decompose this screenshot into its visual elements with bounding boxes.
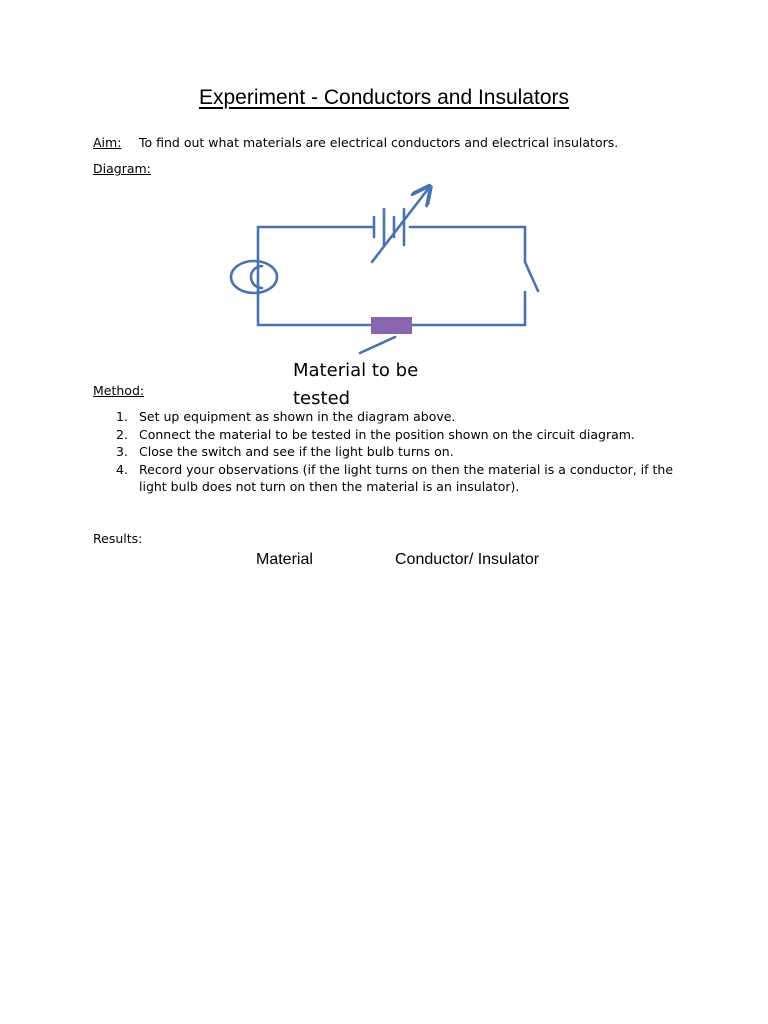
top-wire: [258, 227, 372, 285]
method-step: [93, 443, 693, 461]
light-bulb-symbol: [231, 261, 277, 293]
page-title: Experiment - Conductors and Insulators: [198, 86, 569, 109]
step-text: Close the switch and see if the light bulb turns on.: [139, 444, 454, 459]
battery-symbol: [372, 189, 428, 262]
switch-lever: [525, 262, 538, 291]
material-label: Material to be tested: [293, 360, 419, 409]
step-number: 2.: [116, 426, 128, 442]
bottom-wire: [258, 285, 372, 325]
column-header-conductor-insulator: Conductor/ Insulator: [395, 551, 540, 568]
method-steps: [93, 408, 693, 496]
step-number: 3.: [116, 444, 128, 459]
step-text: Connect the material to be tested in the position shown on the circuit diagram.: [139, 426, 635, 442]
material-block: [371, 317, 412, 334]
aim-text: To find out what materials are electrical conductors and electrical insulators.: [139, 135, 619, 150]
step-number: 4.: [116, 461, 128, 477]
step-text: Record your observations (if the light turns on then the material is a conductor, if the light bulb does not turn on then the material is an insulator).: [139, 461, 674, 494]
step-number: 1.: [116, 409, 128, 424]
aim-label: Aim:: [93, 135, 122, 150]
material-pointer-arrow: [360, 337, 395, 353]
step-text: Set up equipment as shown in the diagram above.: [139, 409, 456, 424]
results-label: Results:: [93, 531, 143, 546]
top-right-wire: [410, 227, 525, 262]
method-step: [93, 408, 693, 426]
method-step: [93, 426, 693, 444]
column-header-material: Material: [256, 551, 313, 568]
method-step: [93, 461, 693, 496]
diagram-label: Diagram:: [93, 161, 151, 176]
method-label: Method:: [93, 383, 145, 398]
